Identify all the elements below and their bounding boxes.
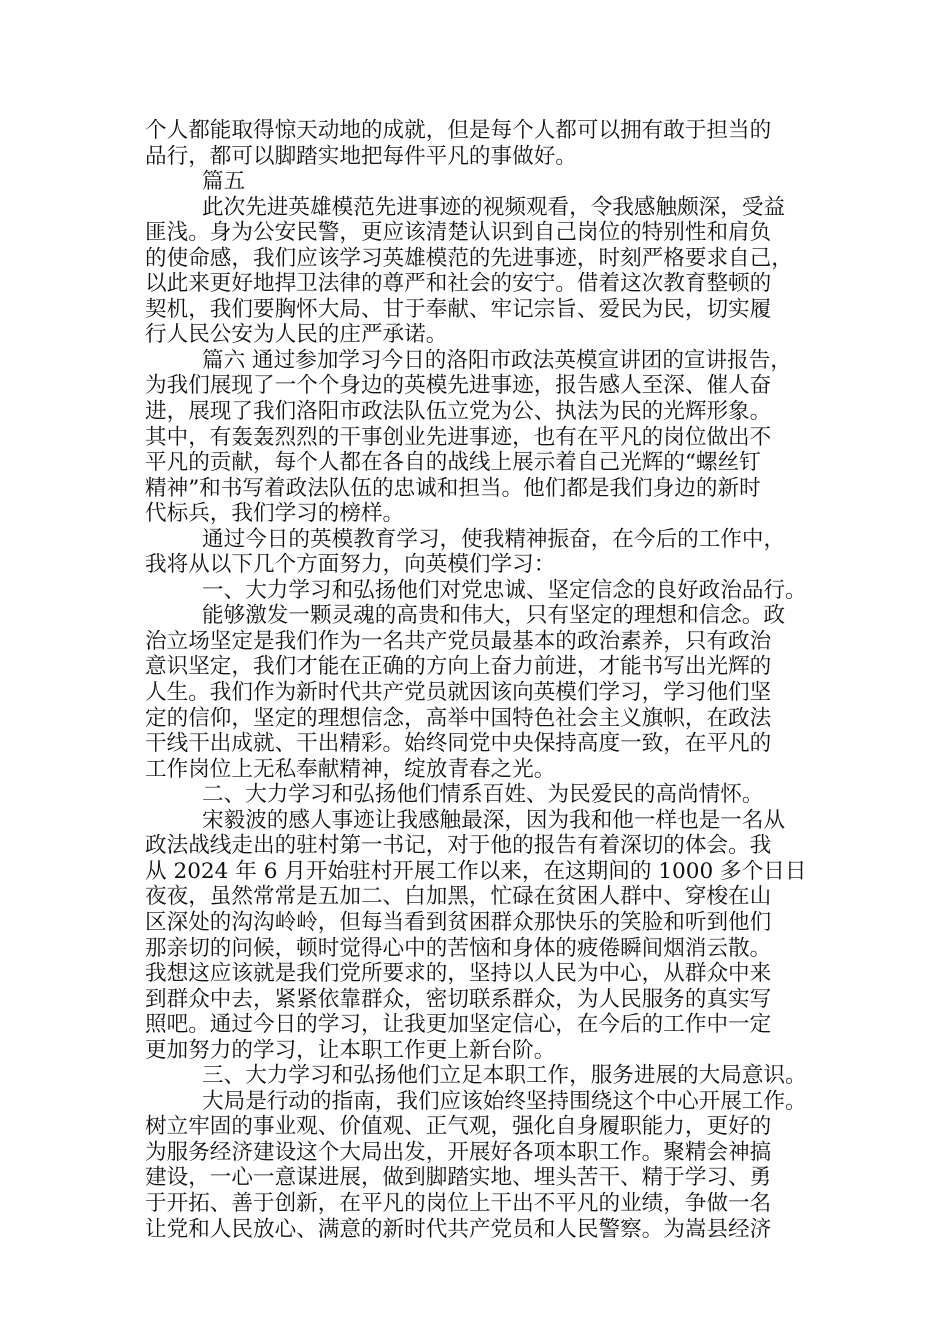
text-line: 为服务经济建设这个大局出发，开展好各项本职工作。聚精会神搞 [145,1139,772,1165]
text-line: 为我们展现了一个个身边的英模先进事迹，报告感人至深、催人奋 [145,373,772,399]
text-line: 从 2024 年 6 月开始驻村开展工作以来，在这期间的 1000 多个日日 [145,858,807,884]
text-line: 三、大力学习和弘扬他们立足本职工作，服务进展的大局意识。 [202,1063,807,1089]
text-line: 一、大力学习和弘扬他们对党忠诚、坚定信念的良好政治品行。 [202,577,807,603]
text-line: 个人都能取得惊天动地的成就，但是每个人都可以拥有敢于担当的 [145,118,772,143]
text-line: 政法战线走出的驻村第一书记，对于他的报告有着深切的体会。我 [145,833,772,859]
text-line: 品行，都可以脚踏实地把每件平凡的事做好。 [145,143,577,169]
text-line: 行人民公安为人民的庄严承诺。 [145,322,448,348]
text-line: 其中，有轰轰烈烈的干事创业先进事迹，也有在平凡的岗位做出不 [145,424,772,450]
text-line: 平凡的贡献，每个人都在各自的战线上展示着自己光辉的“螺丝钉 [145,450,761,476]
text-line: 那亲切的问候，顿时觉得心中的苦恼和身体的疲倦瞬间烟消云散。 [145,935,772,961]
text-line: 我将从以下几个方面努力，向英模们学习： [145,552,556,578]
text-line: 树立牢固的事业观、价值观、正气观，强化自身履职能力，更好的 [145,1114,772,1140]
text-line: 干线干出成就、干出精彩。始终同党中央保持高度一致，在平凡的 [145,731,772,757]
text-line: 二、大力学习和弘扬他们情系百姓、为民爱民的高尚情怀。 [202,782,764,808]
text-line: 治立场坚定是我们作为一名共产党员最基本的政治素养，只有政治 [145,628,772,654]
text-line: 于开拓、善于创新，在平凡的岗位上干出不平凡的业绩，争做一名 [145,1190,772,1216]
text-line: 让党和人民放心、满意的新时代共产党员和人民警察。为嵩县经济 [145,1216,772,1242]
document-body [145,118,825,1242]
text-line: 照吧。通过今日的学习，让我更加坚定信心，在今后的工作中一定 [145,1012,772,1038]
text-line: 夜夜，虽然常常是五加二、白加黑，忙碌在贫困人群中、穿梭在山 [145,884,772,910]
text-line: 大局是行动的指南，我们应该始终坚持围绕这个中心开展工作。 [202,1088,807,1114]
text-line: 篇六 通过参加学习今日的洛阳市政法英模宣讲团的宣讲报告， [202,347,792,373]
text-line: 定的信仰，坚定的理想信念，高举中国特色社会主义旗帜，在政法 [145,705,772,731]
text-line: 匪浅。身为公安民警，更应该清楚认识到自己岗位的特别性和肩负 [145,220,772,246]
text-line: 契机，我们要胸怀大局、甘于奉献、牢记宗旨、爱民为民，切实履 [145,296,772,322]
text-line: 工作岗位上无私奉献精神，绽放青春之光。 [145,756,556,782]
text-line: 意识坚定，我们才能在正确的方向上奋力前进，才能书写出光辉的 [145,654,772,680]
text-line: 人生。我们作为新时代共产党员就因该向英模们学习，学习他们坚 [145,680,772,706]
text-line: 我想这应该就是我们党所要求的，坚持以人民为中心，从群众中来 [145,961,772,987]
text-line: 能够激发一颗灵魂的高贵和伟大，只有坚定的理想和信念。政 [202,603,786,629]
text-line: 区深处的沟沟岭岭，但每当看到贫困群众那快乐的笑脸和听到他们 [145,909,772,935]
text-line: 精神”和书写着政法队伍的忠诚和担当。他们都是我们身边的新时 [145,475,761,501]
text-line: 建设，一心一意谋进展，做到脚踏实地、埋头苦干、精于学习、勇 [145,1165,772,1191]
text-line: 进，展现了我们洛阳市政法队伍立党为公、执法为民的光辉形象。 [145,399,772,425]
text-line: 更加努力的学习，让本职工作更上新台阶。 [145,1037,556,1063]
text-line: 代标兵，我们学习的榜样。 [145,501,405,527]
text-line: 宋毅波的感人事迹让我感触最深，因为我和他一样也是一名从 [202,807,786,833]
text-line: 到群众中去，紧紧依靠群众，密切联系群众，为人民服务的真实写 [145,986,772,1012]
text-line: 的使命感，我们应该学习英雄模范的先进事迹，时刻严格要求自己， [145,245,793,271]
text-line: 此次先进英雄模范先进事迹的视频观看，令我感触颇深，受益 [202,194,786,220]
text-line: 以此来更好地捍卫法律的尊严和社会的安宁。借着这次教育整顿的 [145,271,772,297]
text-line: 篇五 [202,169,246,195]
text-line: 通过今日的英模教育学习，使我精神振奋，在今后的工作中， [202,526,786,552]
